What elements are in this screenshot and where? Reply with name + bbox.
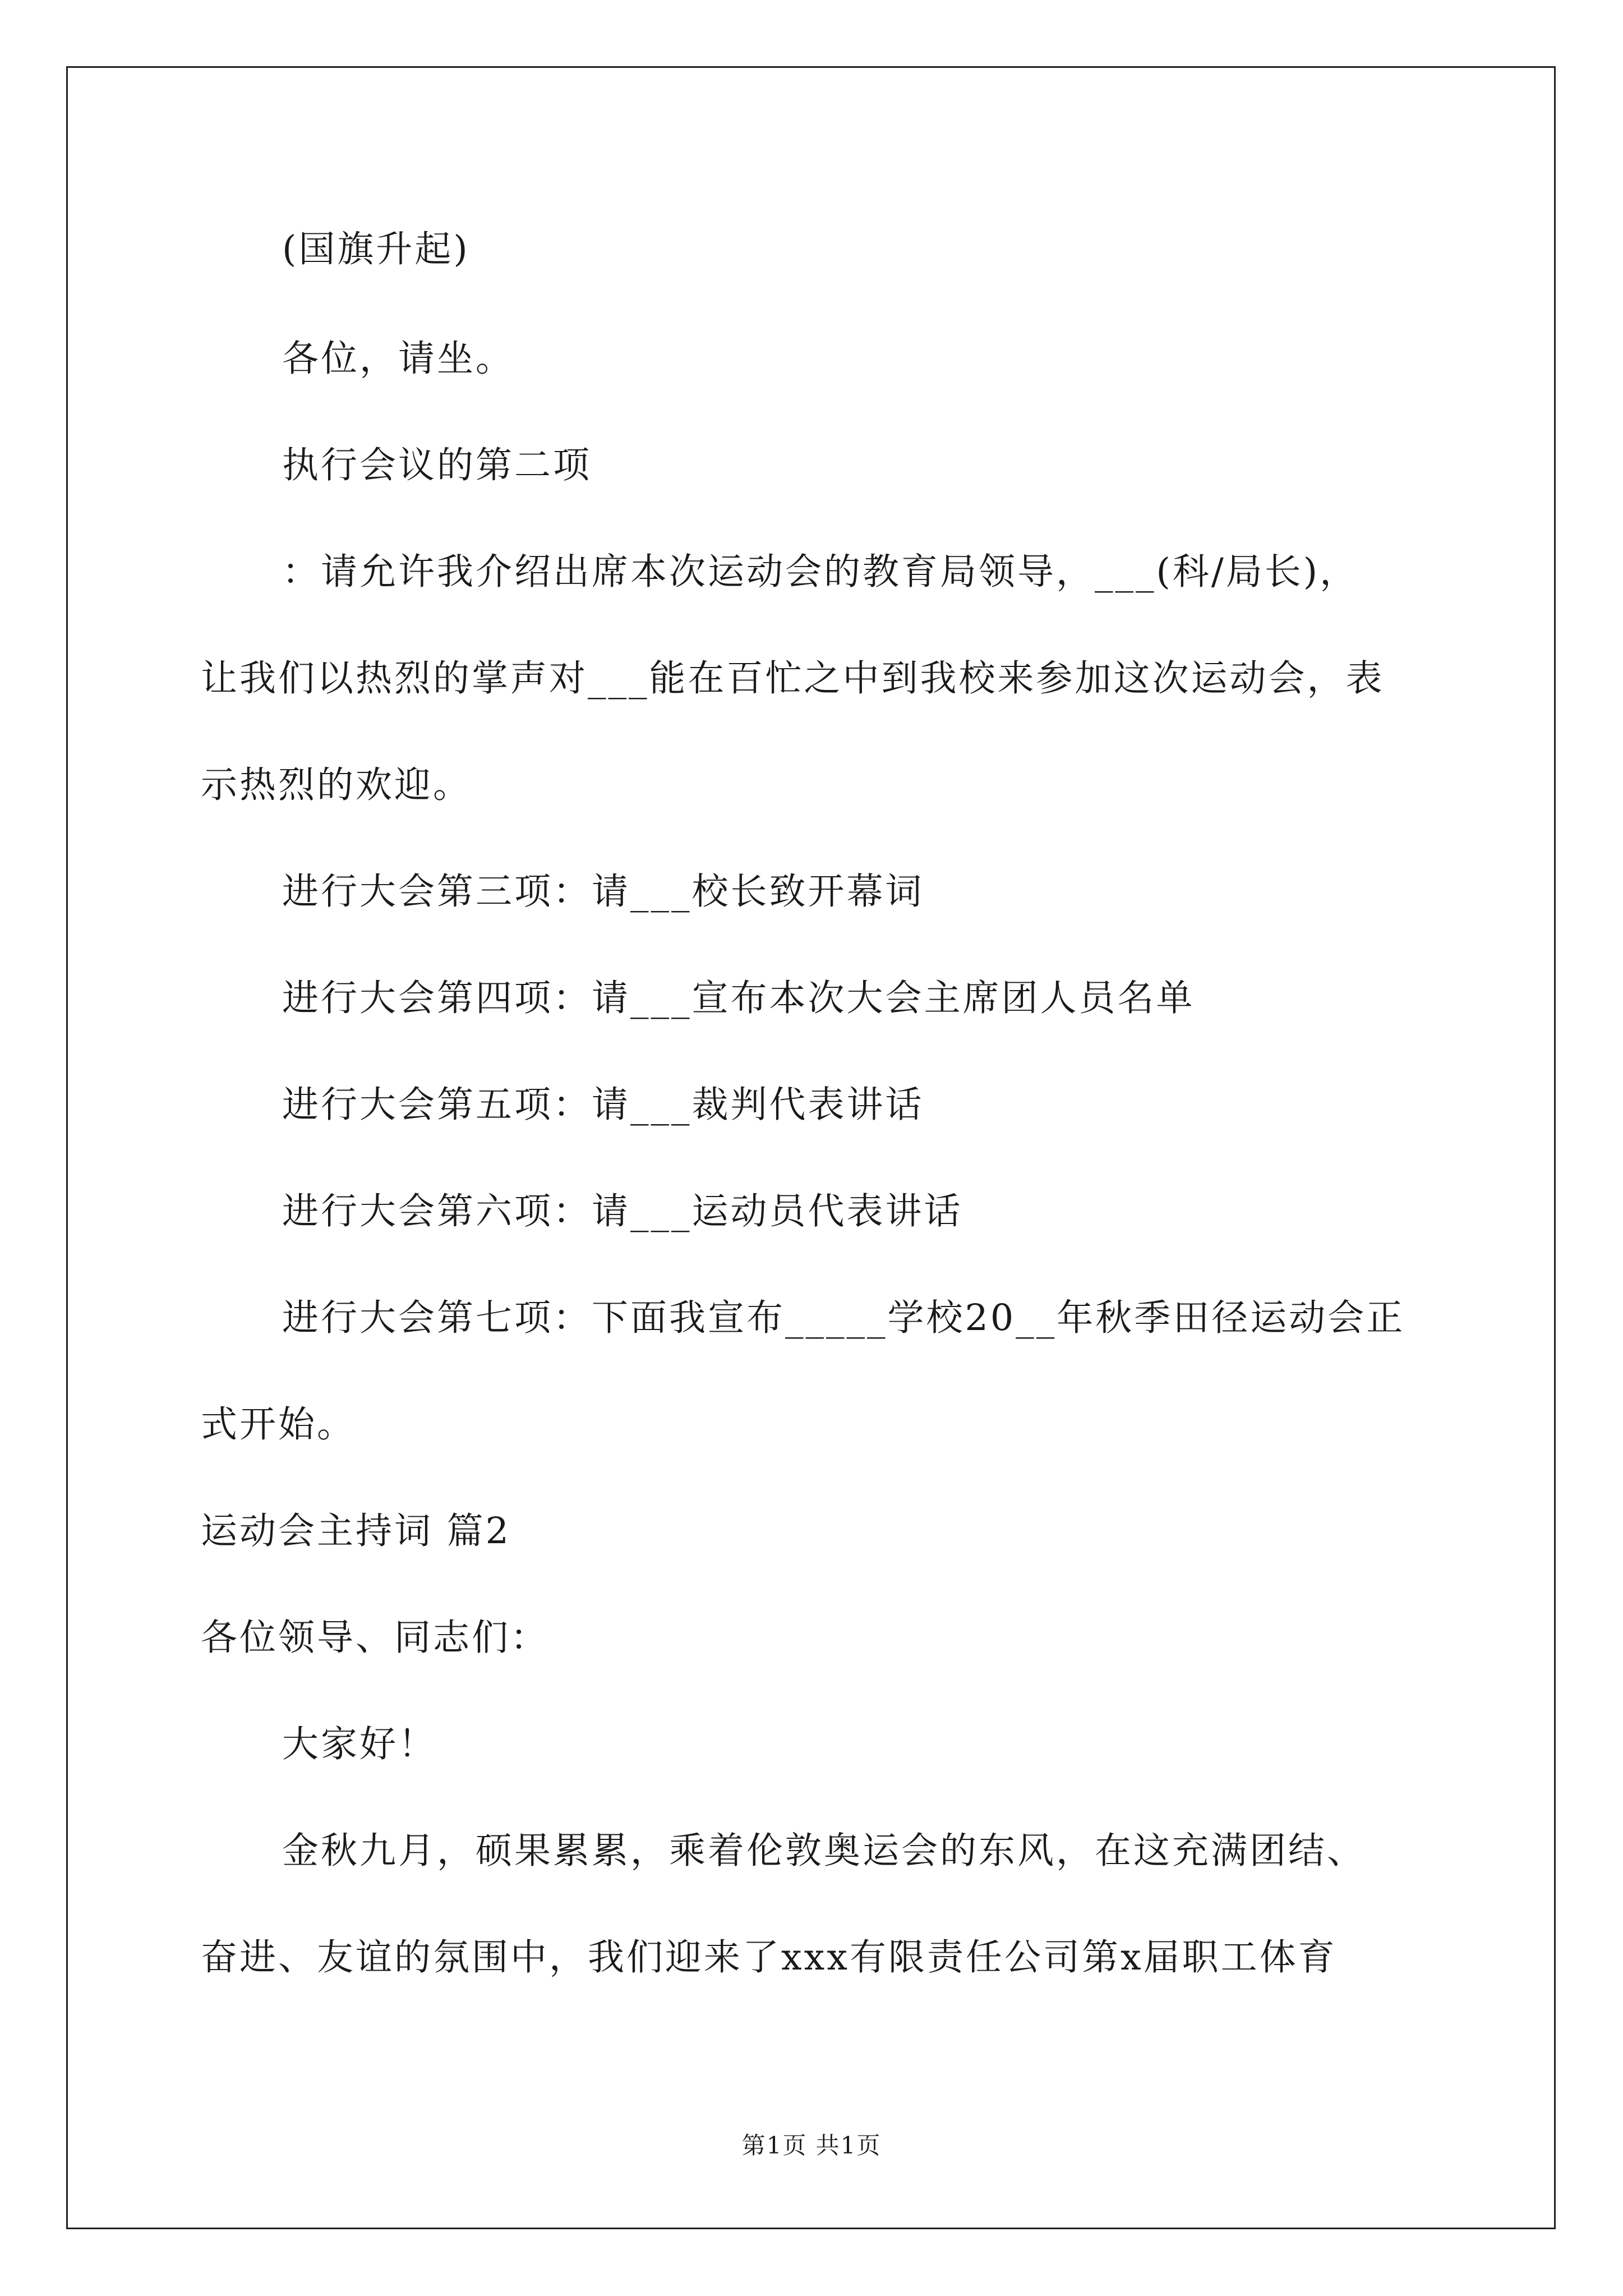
- paragraph-line: 执行会议的第二项: [282, 444, 592, 486]
- paragraph-line: 进行大会第四项：请___宣布本次大会主席团人员名单: [282, 977, 1195, 1019]
- paragraph-line: 各位领导、同志们：: [201, 1617, 550, 1659]
- page-border: [66, 66, 1556, 2229]
- paragraph-line: 示热烈的欢迎。: [201, 764, 472, 806]
- section-heading: 运动会主持词 篇2: [201, 1510, 511, 1552]
- paragraph-line: 式开始。: [201, 1404, 356, 1446]
- paragraph-line: ：请允许我介绍出席本次运动会的教育局领导，___(科/局长)，: [282, 551, 1359, 593]
- paragraph-line: 进行大会第六项：请___运动员代表讲话: [282, 1190, 963, 1232]
- page-number-footer: 第1页 共1页: [741, 2132, 882, 2159]
- paragraph-line: 进行大会第三项：请___校长致开幕词: [282, 871, 924, 913]
- paragraph-line: 让我们以热烈的掌声对___能在百忙之中到我校来参加这次运动会，表: [201, 657, 1385, 700]
- paragraph-line: 进行大会第七项：下面我宣布_____学校20__年秋季田径运动会正: [282, 1297, 1405, 1339]
- paragraph-line: 金秋九月，硕果累累，乘着伦敦奥运会的东风，在这充满团结、: [282, 1830, 1366, 1872]
- paragraph-line: 各位，请坐。: [282, 338, 515, 380]
- paragraph-line: (国旗升起): [282, 228, 470, 270]
- paragraph-line: 奋进、友谊的氛围中，我们迎来了xxx有限责任公司第x届职工体育: [201, 1936, 1337, 1978]
- paragraph-line: 大家好！: [282, 1723, 437, 1765]
- paragraph-line: 进行大会第五项：请___裁判代表讲话: [282, 1084, 924, 1126]
